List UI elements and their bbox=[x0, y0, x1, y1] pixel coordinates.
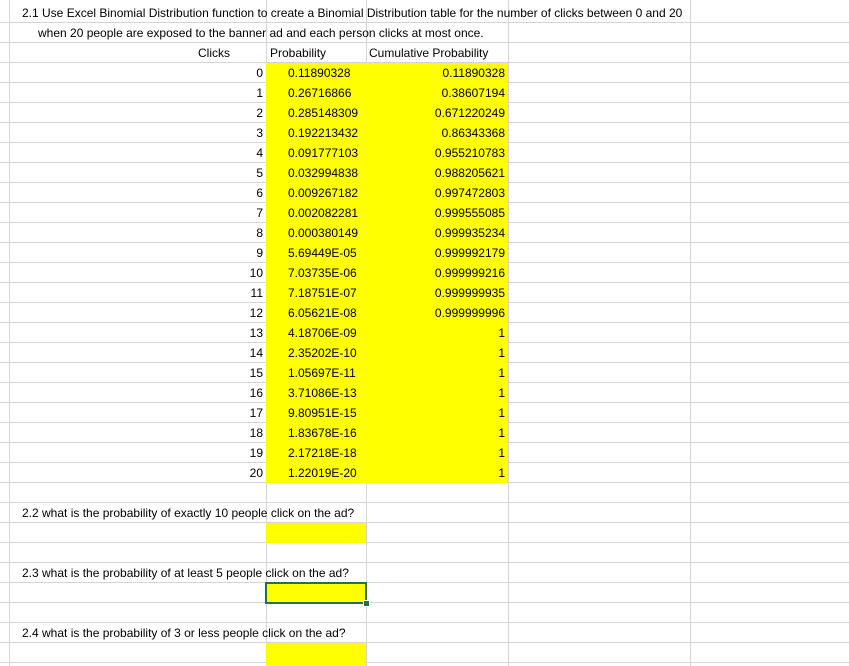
cell-clicks[interactable]: 8 bbox=[256, 226, 263, 240]
cell-probability[interactable]: 2.35202E-10 bbox=[288, 346, 357, 360]
cell-probability[interactable]: 0.002082281 bbox=[288, 206, 359, 220]
cell-clicks[interactable]: 12 bbox=[249, 306, 263, 320]
cell-cumulative[interactable]: 0.999999935 bbox=[434, 286, 505, 300]
cell-clicks[interactable]: 17 bbox=[249, 406, 263, 420]
cell-clicks[interactable]: 15 bbox=[249, 366, 263, 380]
cell-clicks[interactable]: 14 bbox=[249, 346, 263, 360]
cell-clicks[interactable]: 20 bbox=[249, 466, 263, 480]
cell-probability[interactable]: 0.032994838 bbox=[288, 166, 359, 180]
cell-cumulative[interactable]: 1 bbox=[498, 346, 505, 360]
header-line-1: 2.1 Use Excel Binomial Distribution function to create a Binomial Distribution table for the number of clicks between 0 and 20 bbox=[22, 6, 683, 20]
cell-clicks[interactable]: 10 bbox=[249, 266, 263, 280]
header-clicks: Clicks bbox=[198, 46, 230, 60]
cell-clicks[interactable]: 13 bbox=[249, 326, 263, 340]
question-2-3: 2.3 what is the probability of at least 5 people click on the ad? bbox=[22, 566, 349, 580]
header-line-2: when 20 people are exposed to the banner ad and each person clicks at most once. bbox=[38, 26, 484, 40]
cell-probability[interactable]: 1.22019E-20 bbox=[288, 466, 357, 480]
header-cumulative: Cumulative Probability bbox=[369, 46, 489, 60]
col-gridline bbox=[690, 0, 691, 666]
cell-cumulative[interactable]: 0.11890328 bbox=[442, 66, 505, 80]
cell-probability[interactable]: 1.83678E-16 bbox=[288, 426, 357, 440]
cell-probability[interactable]: 5.69449E-05 bbox=[288, 246, 357, 260]
cell-cumulative[interactable]: 1 bbox=[498, 446, 505, 460]
col-gridline bbox=[508, 0, 509, 666]
cell-probability[interactable]: 0.11890328 bbox=[288, 66, 351, 80]
cell-cumulative[interactable]: 0.999999216 bbox=[434, 266, 505, 280]
row-gridline bbox=[0, 662, 849, 663]
cell-clicks[interactable]: 4 bbox=[256, 146, 263, 160]
cell-probability[interactable]: 6.05621E-08 bbox=[288, 306, 357, 320]
cell-cumulative[interactable]: 0.86343368 bbox=[441, 126, 505, 140]
cell-cumulative[interactable]: 1 bbox=[498, 426, 505, 440]
cell-probability[interactable]: 0.000380149 bbox=[288, 226, 359, 240]
cell-clicks[interactable]: 0 bbox=[256, 66, 263, 80]
cell-clicks[interactable]: 18 bbox=[249, 426, 263, 440]
cell-probability[interactable]: 1.05697E-11 bbox=[288, 366, 356, 380]
cell-clicks[interactable]: 19 bbox=[249, 446, 263, 460]
cell-probability[interactable]: 0.192213432 bbox=[288, 126, 359, 140]
cell-probability[interactable]: 0.26716866 bbox=[288, 86, 352, 100]
cell-probability[interactable]: 4.18706E-09 bbox=[288, 326, 357, 340]
cell-clicks[interactable]: 5 bbox=[256, 166, 263, 180]
cell-probability[interactable]: 3.71086E-13 bbox=[288, 386, 357, 400]
cell-cumulative[interactable]: 1 bbox=[498, 406, 505, 420]
cell-clicks[interactable]: 1 bbox=[256, 86, 263, 100]
cell-clicks[interactable]: 9 bbox=[256, 246, 263, 260]
cell-cumulative[interactable]: 0.999935234 bbox=[434, 226, 505, 240]
fill-handle[interactable] bbox=[363, 600, 370, 607]
cell-probability[interactable]: 0.009267182 bbox=[288, 186, 359, 200]
question-2-4: 2.4 what is the probability of 3 or less people click on the ad? bbox=[22, 626, 346, 640]
cell-probability[interactable]: 2.17218E-18 bbox=[288, 446, 357, 460]
active-cell-selection[interactable] bbox=[265, 582, 367, 604]
cell-clicks[interactable]: 3 bbox=[256, 126, 263, 140]
question-2-2: 2.2 what is the probability of exactly 10 people click on the ad? bbox=[22, 506, 355, 520]
cell-clicks[interactable]: 16 bbox=[249, 386, 263, 400]
col-gridline bbox=[9, 0, 10, 666]
cell-probability[interactable]: 9.80951E-15 bbox=[288, 406, 357, 420]
cell-cumulative[interactable]: 0.999555085 bbox=[434, 206, 505, 220]
cell-cumulative[interactable]: 0.38607194 bbox=[441, 86, 505, 100]
cell-cumulative[interactable]: 1 bbox=[498, 366, 505, 380]
row-gridline bbox=[0, 602, 849, 603]
cell-clicks[interactable]: 11 bbox=[250, 286, 263, 300]
cell-cumulative[interactable]: 0.988205621 bbox=[434, 166, 505, 180]
cell-clicks[interactable]: 2 bbox=[256, 106, 263, 120]
cell-clicks[interactable]: 6 bbox=[256, 186, 263, 200]
cell-cumulative[interactable]: 0.955210783 bbox=[434, 146, 505, 160]
cell-clicks[interactable]: 7 bbox=[256, 206, 263, 220]
row-gridline bbox=[0, 542, 849, 543]
cell-probability[interactable]: 0.285148309 bbox=[288, 106, 359, 120]
cell-probability[interactable]: 7.03735E-06 bbox=[288, 266, 357, 280]
cell-probability[interactable]: 7.18751E-07 bbox=[288, 286, 357, 300]
answer-cell-2-2[interactable] bbox=[266, 523, 366, 543]
cell-cumulative[interactable]: 1 bbox=[498, 386, 505, 400]
cell-cumulative[interactable]: 1 bbox=[498, 466, 505, 480]
cell-cumulative[interactable]: 0.999992179 bbox=[434, 246, 505, 260]
cell-cumulative[interactable]: 0.671220249 bbox=[434, 106, 505, 120]
cell-probability[interactable]: 0.091777103 bbox=[288, 146, 359, 160]
cell-cumulative[interactable]: 0.997472803 bbox=[434, 186, 505, 200]
header-probability: Probability bbox=[270, 46, 327, 60]
cell-cumulative[interactable]: 1 bbox=[498, 326, 505, 340]
answer-cell-2-4[interactable] bbox=[266, 643, 366, 666]
cell-cumulative[interactable]: 0.999999996 bbox=[434, 306, 505, 320]
